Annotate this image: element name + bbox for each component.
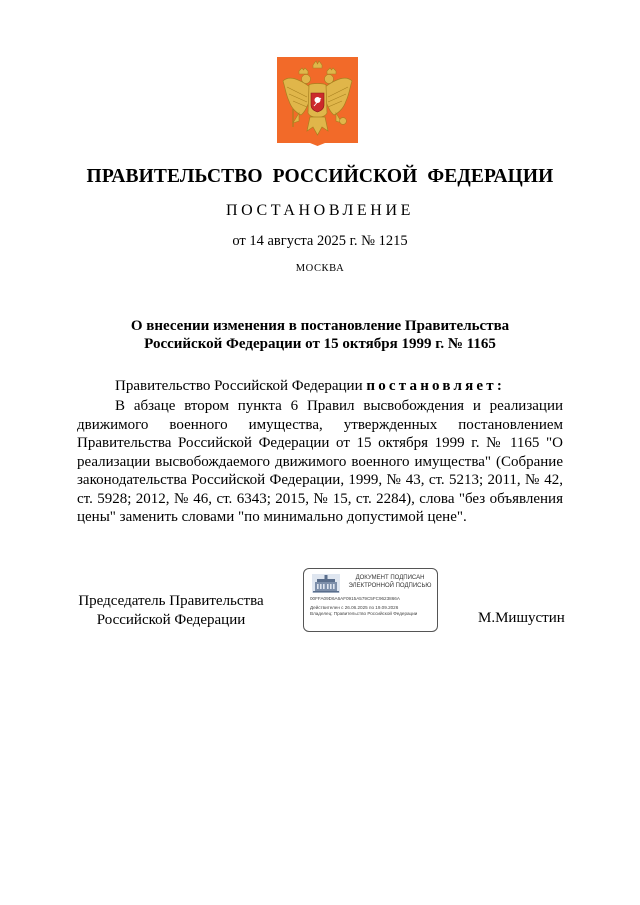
decree-verb: постановляет: — [366, 378, 506, 394]
document-title-line-1: О внесении изменения в постановление Правительства — [130, 318, 510, 334]
document-date-line — [0, 233, 640, 250]
decree-statement — [115, 378, 505, 395]
signatory-title — [77, 592, 265, 629]
stamp-validity: Действителен с 26.06.2025 по 19.09.2026 — [310, 605, 399, 610]
signatory-name: М.Мишустин — [478, 610, 565, 626]
document-date: от 14 августа 2025 г. — [232, 233, 358, 249]
russian-coat-of-arms-icon — [277, 57, 358, 146]
document-number: № 1215 — [361, 233, 408, 249]
city-name: МОСКВА — [295, 263, 345, 274]
signatory-title-line-2: Российской Федерации — [96, 611, 246, 628]
government-building-icon — [312, 574, 340, 593]
stamp-owner: Владелец: Правительство Российской Федерации — [310, 611, 418, 616]
government-title: ПРАВИТЕЛЬСТВО РОССИЙСКОЙ ФЕДЕРАЦИИ — [86, 166, 554, 187]
stamp-heading — [344, 575, 436, 590]
document-title — [0, 317, 640, 353]
amendment-paragraph — [77, 397, 563, 527]
stamp-certificate-number: 00FFA09D6A6AF0915A579C5FC9623866A — [310, 596, 400, 601]
amendment-text: В абзаце втором пункта 6 Правил высвобождения и реализации движимого военного имущества, утвержденных постановлением Правительства Российской Федерации от 15 октября 1999 г. № 1165 "О реализации высвобождаемого движимого военного имущества" (Собрание законодательства Российской Федерации, 1999, № 43, ст. 5213; 2011, № 42, ст. 5928; 2012, № 46, ст. 6343; 2015, № 15, ст. 2284), слова "без объявления цены" заменить словами "по минимально допустимой цене". — [77, 398, 563, 525]
document-title-line-2: Российской Федерации от 15 октября 1999 г. № 1165 — [144, 336, 496, 352]
stamp-heading-line-1: ДОКУМЕНТ ПОДПИСАН — [355, 575, 425, 581]
stamp-heading-line-2: ЭЛЕКТРОННОЙ ПОДПИСЬЮ — [348, 582, 432, 589]
document-type: ПОСТАНОВЛЕНИЕ — [226, 202, 414, 219]
electronic-signature-stamp — [303, 568, 438, 632]
decree-subject: Правительство Российской Федерации — [115, 378, 363, 394]
signatory-title-line-1: Председатель Правительства — [78, 593, 264, 609]
